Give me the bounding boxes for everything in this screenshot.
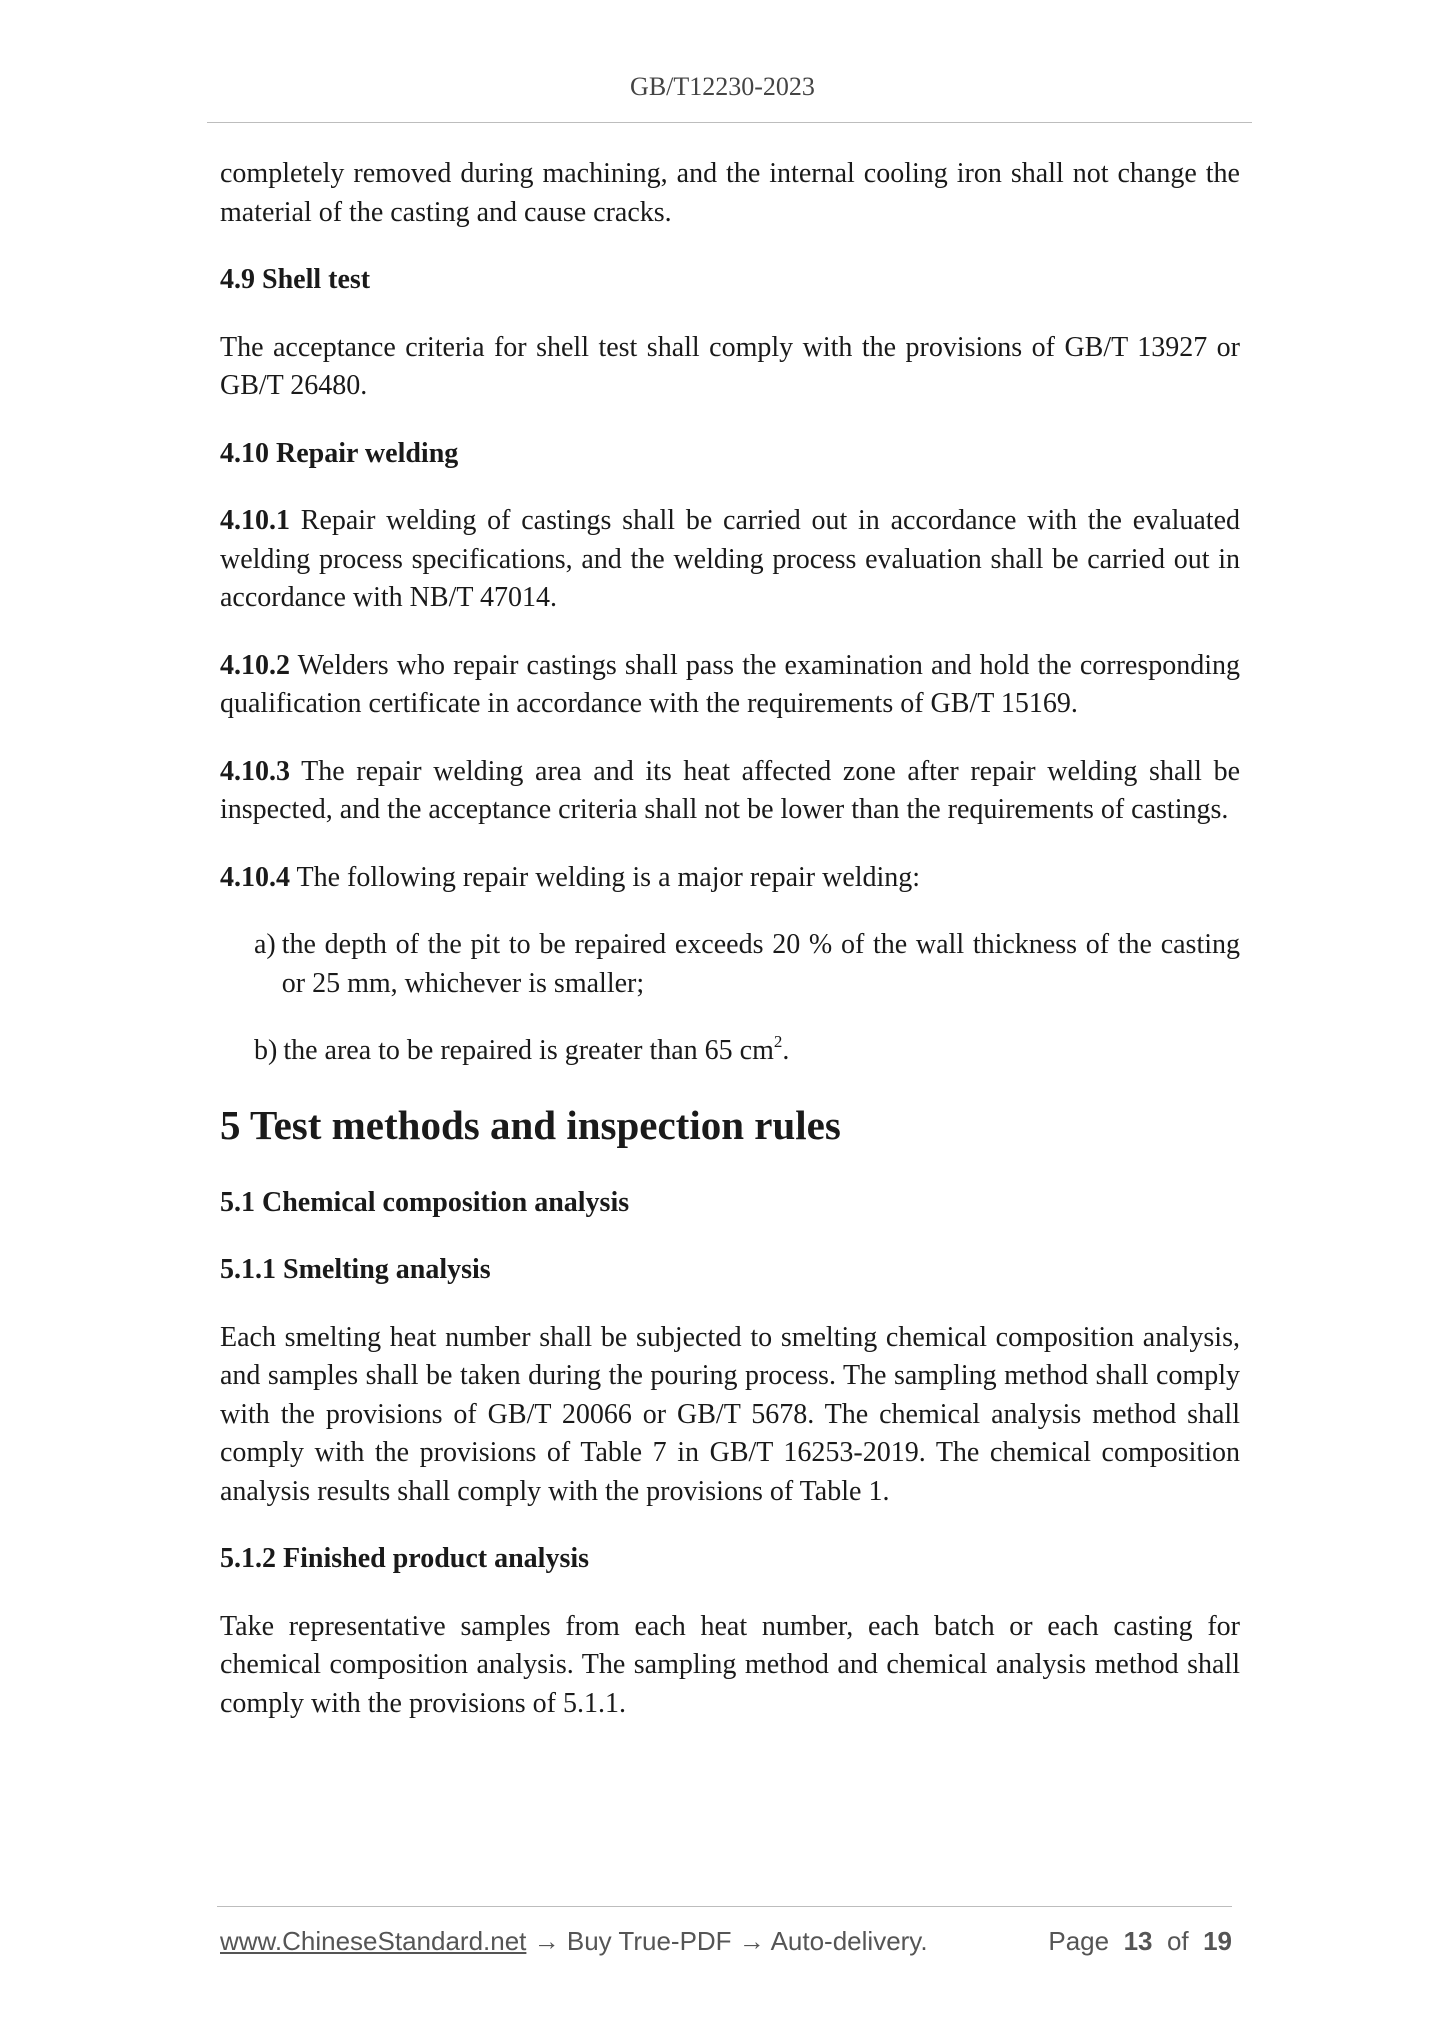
clause-number: 4.10.4	[220, 861, 290, 893]
heading-4-10: 4.10 Repair welding	[220, 437, 459, 469]
clause-4-10-2	[220, 647, 1240, 724]
paragraph-4-9: The acceptance criteria for shell test shall comply with the provisions of GB/T 13927 or GB/T 26480.	[220, 331, 1240, 401]
page-total: 19	[1203, 1926, 1232, 1956]
heading-4-9: 4.9 Shell test	[220, 264, 371, 295]
page-indicator	[1048, 1926, 1232, 1957]
clause-4-10-4	[220, 859, 1240, 898]
list-text	[283, 1032, 1240, 1071]
footer-left	[220, 1926, 928, 1957]
site-link[interactable]: www.ChineseStandard.net	[220, 1926, 527, 1956]
paragraph-intro: completely removed during machining, and the internal cooling iron shall not change the material of the casting and cause cracks.	[220, 158, 1240, 228]
clause-number: 4.10.1	[220, 505, 290, 536]
page-header: GB/T12230-2023	[630, 72, 815, 101]
clause-text: Welders who repair castings shall pass the examination and hold the corresponding qualification certificate in accordance with the requirements of GB/T 15169.	[220, 649, 1240, 719]
clause-4-10-1	[220, 502, 1240, 618]
list-label: a)	[254, 929, 276, 960]
document-body	[220, 155, 1240, 1752]
heading-section-5: 5 Test methods and inspection rules	[220, 1101, 841, 1148]
list-text: the depth of the pit to be repaired exceeds 20 % of the wall thickness of the casting or 25 mm, whichever is smaller;	[281, 929, 1240, 999]
header-divider	[207, 122, 1252, 123]
list-item-a	[254, 926, 1240, 1003]
paragraph-5-1-1: Each smelting heat number shall be subjected to smelting chemical composition analysis, and samples shall be taken during the pouring process. The sampling method shall comply with the provisions of GB/T 20066 or GB/T 5678. The chemical analysis method shall comply with the provisions of Table 7 in GB/T 16253-2019. The chemical composition analysis results shall comply with the provisions of Table 1.	[220, 1321, 1240, 1507]
footer-divider	[217, 1906, 1232, 1907]
of-word: of	[1166, 1926, 1189, 1956]
list-text-main: the area to be repaired is greater than 65 cm	[283, 1035, 774, 1066]
heading-5-1-1: 5.1.1 Smelting analysis	[220, 1254, 491, 1285]
page-word: Page	[1048, 1926, 1110, 1956]
clause-4-10-3	[220, 753, 1240, 830]
clause-text: The repair welding area and its heat affected zone after repair welding shall be inspected, and the acceptance criteria shall not be lower than the requirements of castings.	[220, 755, 1240, 825]
superscript: 2	[773, 1032, 783, 1051]
clause-number: 4.10.2	[220, 649, 290, 681]
clause-text: The following repair welding is a major repair welding:	[296, 861, 921, 893]
clause-text: Repair welding of castings shall be carried out in accordance with the evaluated welding process specifications, and the welding process evaluation shall be carried out in accordance with NB/T 47014.	[220, 505, 1240, 613]
footer-promo: → Buy True-PDF → Auto-delivery.	[526, 1926, 928, 1956]
list-label: b)	[254, 1035, 278, 1066]
page-number: 13	[1123, 1926, 1153, 1956]
list-item-b	[254, 1032, 1240, 1071]
paragraph-5-1-2: Take representative samples from each heat number, each batch or each casting for chemical composition analysis. The sampling method and chemical analysis method shall comply with the provisions of 5.1.1.	[220, 1610, 1240, 1719]
list-text-end: .	[782, 1035, 790, 1066]
clause-number: 4.10.3	[220, 755, 290, 787]
heading-5-1: 5.1 Chemical composition analysis	[220, 1186, 630, 1218]
heading-5-1-2: 5.1.2 Finished product analysis	[220, 1543, 590, 1574]
